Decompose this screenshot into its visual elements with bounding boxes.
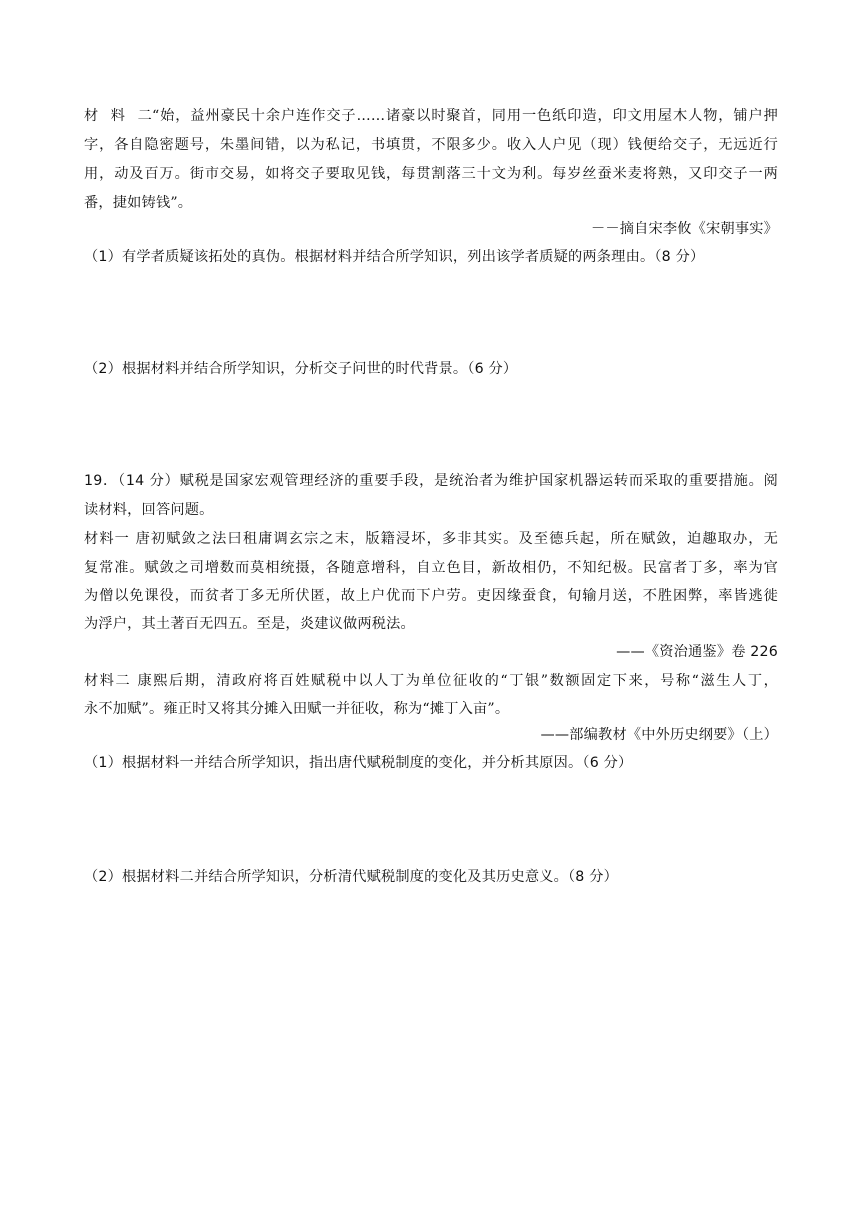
material-two-line-2: 字，各自隐密题号，朱墨间错，以为私记，书填贯，不限多少。收入人户见（现）钱便给交子，无远近行: [84, 137, 778, 153]
material-two-line-3: 用，动及百万。街市交易，如将交子要取见钱，每贯割落三十文为利。每岁丝蚕米麦将熟，又印交子一两: [84, 166, 778, 182]
q19-material-one-line-4: 为浮户，其土著百无四五。至是，炎建议做两税法。: [84, 616, 415, 632]
q19-material-one-source: ——《资治通鉴》卷 226: [616, 644, 778, 660]
question-19-intro-line-2: 读材料，回答问题。: [84, 502, 214, 518]
q19-material-two-source: ——部编教材《中外历史纲要》（上）: [540, 727, 778, 743]
question-2: （2）根据材料并结合所学知识，分析交子问世的时代背景。（6 分）: [84, 361, 518, 377]
q19-material-one-line-3: 为僧以免课役，而贫者丁多无所伏匿，故上户优而下户劳。吏因缘蚕食，旬输月送，不胜困弊，率皆逃徙: [84, 588, 778, 604]
q19-material-one-line-1: 材料一 唐初赋敛之法曰租庸调玄宗之末，版籍浸坏，多非其实。及至德兵起，所在赋敛，迫趣取办，无: [84, 531, 778, 547]
material-two-source: －－摘自宋李攸《宋朝事实》: [590, 221, 778, 237]
q19-material-two-line-1: 材料二 康熙后期，清政府将百姓赋税中以人丁为单位征收的“丁银”数额固定下来，号称“滋生人丁，: [84, 673, 778, 689]
material-two-line-1: [84, 106, 778, 126]
material-two-label: 材料二: [84, 108, 152, 124]
question-19-intro-line-1: 19．（14 分）赋税是国家宏观管理经济的重要手段，是统治者为维护国家机器运转而采取的重要措施。阅: [84, 473, 778, 489]
q19-material-one-line-2: 复常准。赋敛之司增数而莫相统摄，各随意增科，自立色目，新故相仍，不知纪极。民富者丁多，率为官: [84, 560, 778, 576]
q19-material-two-line-2: 永不加赋”。雍正时又将其分摊入田赋一并征收，称为“摊丁入亩”。: [84, 701, 510, 717]
material-two-line-4: 番，捷如铸钱”。: [84, 195, 193, 211]
material-two-text-1: “始，益州豪民十余户连作交子……诸豪以时聚首，同用一色纸印造，印文用屋木人物，铺户押: [152, 108, 778, 124]
question-19-1: （1）根据材料一并结合所学知识，指出唐代赋税制度的变化，并分析其原因。（6 分）: [84, 755, 633, 771]
question-1: （1）有学者质疑该拓处的真伪。根据材料并结合所学知识，列出该学者质疑的两条理由。（8 分）: [84, 249, 705, 265]
question-19-2: （2）根据材料二并结合所学知识，分析清代赋税制度的变化及其历史意义。（8 分）: [84, 869, 619, 885]
